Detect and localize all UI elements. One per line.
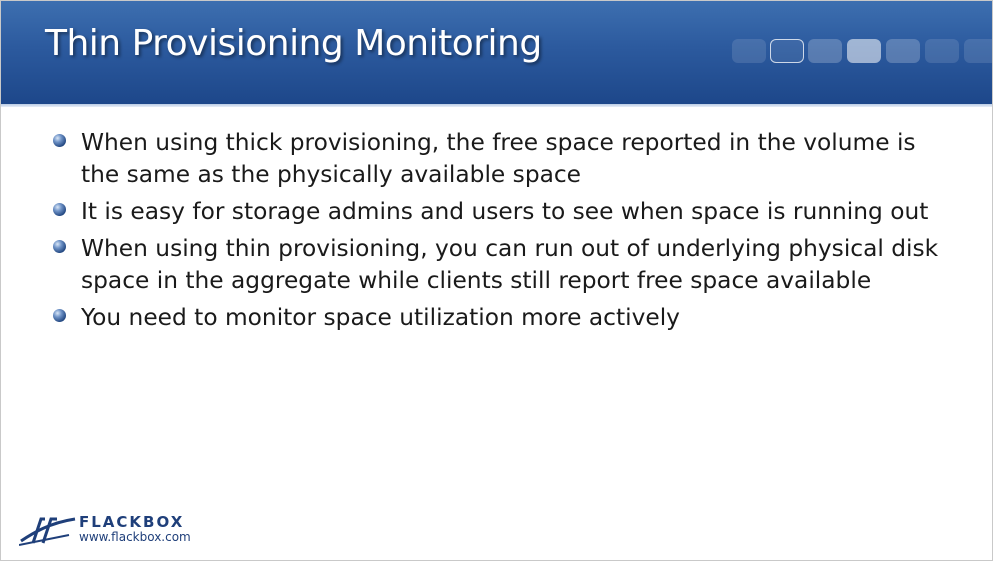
brand-url: www.flackbox.com	[79, 530, 191, 544]
pager-tab	[770, 39, 804, 63]
pager-tab	[886, 39, 920, 63]
flackbox-bridge-logo-icon	[19, 513, 77, 549]
pager-tab	[808, 39, 842, 63]
bullet-text: When using thin provisioning, you can run out of underlying physical disk space in the aggregate while clients still report free space available	[81, 235, 939, 294]
bullet-item	[47, 233, 947, 297]
bullet-point-icon	[53, 309, 66, 322]
pager-tab	[964, 39, 993, 63]
bullet-point-icon	[53, 240, 66, 253]
pager-tab	[925, 39, 959, 63]
title-bar	[1, 1, 992, 104]
title-divider	[1, 104, 992, 107]
bullet-point-icon	[53, 203, 66, 216]
bullet-item	[47, 196, 947, 228]
bullet-item	[47, 127, 947, 191]
flackbox-logo	[19, 513, 219, 549]
pager-tab-active	[847, 39, 881, 63]
pager-tab	[732, 39, 766, 63]
bullet-point-icon	[53, 134, 66, 147]
bullet-item	[47, 302, 947, 334]
bullet-text: When using thick provisioning, the free space reported in the volume is the same as the physically available space	[81, 129, 916, 188]
bullet-text: It is easy for storage admins and users to see when space is running out	[81, 198, 929, 225]
brand-name: FLACKBOX	[79, 513, 185, 531]
slide-title: Thin Provisioning Monitoring	[45, 23, 542, 64]
bullet-list	[47, 127, 947, 339]
bullet-text: You need to monitor space utilization more actively	[81, 304, 680, 331]
